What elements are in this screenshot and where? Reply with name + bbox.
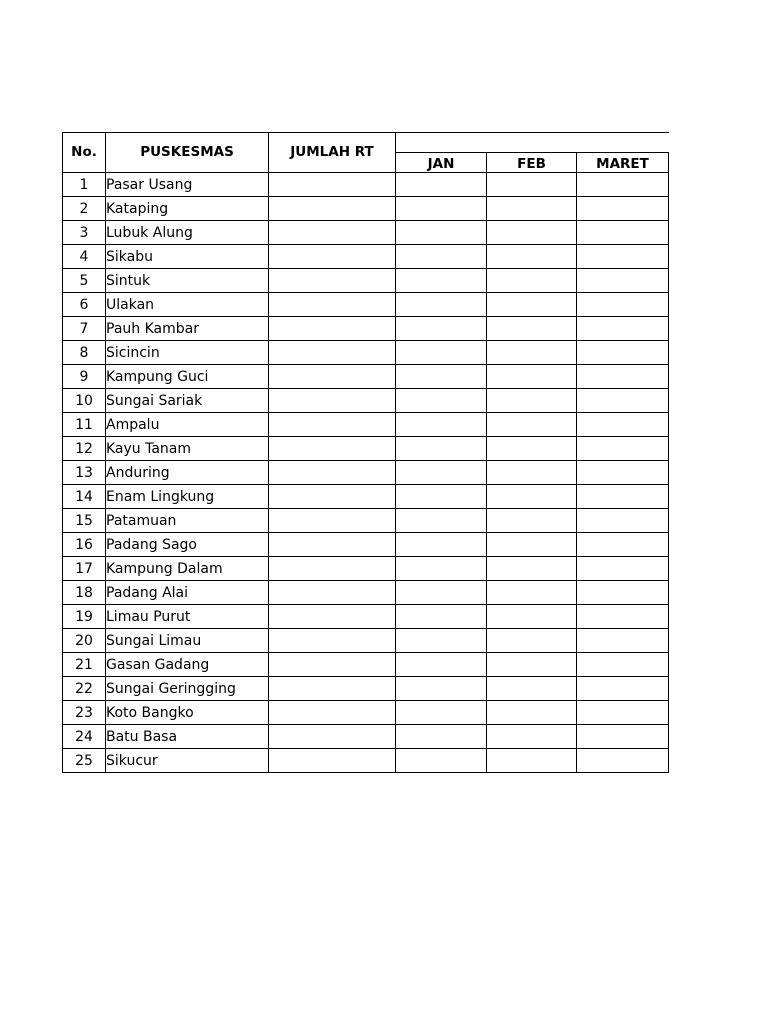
feb-cell[interactable] xyxy=(487,533,577,557)
feb-cell[interactable] xyxy=(487,485,577,509)
row-number-cell[interactable]: 19 xyxy=(63,605,106,629)
puskesmas-name-cell[interactable]: Sungai Sariak xyxy=(106,389,269,413)
jan-cell[interactable] xyxy=(396,605,487,629)
jumlah-rt-cell[interactable] xyxy=(269,461,396,485)
maret-cell[interactable] xyxy=(577,413,669,437)
jan-cell[interactable] xyxy=(396,245,487,269)
maret-cell[interactable] xyxy=(577,245,669,269)
puskesmas-name-cell[interactable]: Limau Purut xyxy=(106,605,269,629)
header-month-maret: MARET xyxy=(577,153,669,173)
jumlah-rt-cell[interactable] xyxy=(269,677,396,701)
row-number-cell[interactable]: 8 xyxy=(63,341,106,365)
table-row xyxy=(63,533,669,557)
maret-cell[interactable] xyxy=(577,485,669,509)
maret-cell[interactable] xyxy=(577,317,669,341)
jumlah-rt-cell[interactable] xyxy=(269,629,396,653)
feb-cell[interactable] xyxy=(487,389,577,413)
row-number-cell[interactable]: 5 xyxy=(63,269,106,293)
jumlah-rt-cell[interactable] xyxy=(269,173,396,197)
maret-cell[interactable] xyxy=(577,533,669,557)
feb-cell[interactable] xyxy=(487,437,577,461)
puskesmas-name-cell[interactable]: Sicincin xyxy=(106,341,269,365)
row-number-cell[interactable]: 1 xyxy=(63,173,106,197)
header-puskesmas: PUSKESMAS xyxy=(106,133,269,173)
jumlah-rt-cell[interactable] xyxy=(269,485,396,509)
table-row xyxy=(63,509,669,533)
puskesmas-name-cell[interactable]: Ampalu xyxy=(106,413,269,437)
puskesmas-name-cell[interactable]: Patamuan xyxy=(106,509,269,533)
feb-cell[interactable] xyxy=(487,701,577,725)
jumlah-rt-cell[interactable] xyxy=(269,197,396,221)
table-row xyxy=(63,341,669,365)
puskesmas-name-cell[interactable]: Anduring xyxy=(106,461,269,485)
table-row xyxy=(63,677,669,701)
puskesmas-name-cell[interactable]: Pauh Kambar xyxy=(106,317,269,341)
table-row xyxy=(63,701,669,725)
feb-cell[interactable] xyxy=(487,605,577,629)
puskesmas-name-cell[interactable]: Kampung Guci xyxy=(106,365,269,389)
table-row xyxy=(63,221,669,245)
table-row xyxy=(63,653,669,677)
puskesmas-name-cell[interactable]: Ulakan xyxy=(106,293,269,317)
row-number-cell[interactable]: 25 xyxy=(63,749,106,773)
puskesmas-name-cell[interactable]: Koto Bangko xyxy=(106,701,269,725)
row-number-cell[interactable]: 15 xyxy=(63,509,106,533)
jumlah-rt-cell[interactable] xyxy=(269,293,396,317)
jumlah-rt-cell[interactable] xyxy=(269,533,396,557)
jan-cell[interactable] xyxy=(396,221,487,245)
row-number-cell[interactable]: 18 xyxy=(63,581,106,605)
jan-cell[interactable] xyxy=(396,437,487,461)
jan-cell[interactable] xyxy=(396,485,487,509)
table-row xyxy=(63,365,669,389)
feb-cell[interactable] xyxy=(487,653,577,677)
puskesmas-name-cell[interactable]: Enam Lingkung xyxy=(106,485,269,509)
jumlah-rt-cell[interactable] xyxy=(269,653,396,677)
row-number-cell[interactable]: 16 xyxy=(63,533,106,557)
puskesmas-name-cell[interactable]: Kataping xyxy=(106,197,269,221)
puskesmas-name-cell[interactable]: Kampung Dalam xyxy=(106,557,269,581)
maret-cell[interactable] xyxy=(577,677,669,701)
maret-cell[interactable] xyxy=(577,221,669,245)
maret-cell[interactable] xyxy=(577,197,669,221)
jumlah-rt-cell[interactable] xyxy=(269,221,396,245)
maret-cell[interactable] xyxy=(577,749,669,773)
puskesmas-name-cell[interactable]: Sintuk xyxy=(106,269,269,293)
jan-cell[interactable] xyxy=(396,269,487,293)
table-row xyxy=(63,413,669,437)
feb-cell[interactable] xyxy=(487,725,577,749)
jan-cell[interactable] xyxy=(396,365,487,389)
jan-cell[interactable] xyxy=(396,653,487,677)
row-number-cell[interactable]: 6 xyxy=(63,293,106,317)
maret-cell[interactable] xyxy=(577,701,669,725)
jumlah-rt-cell[interactable] xyxy=(269,509,396,533)
maret-cell[interactable] xyxy=(577,509,669,533)
jan-cell[interactable] xyxy=(396,725,487,749)
maret-cell[interactable] xyxy=(577,389,669,413)
table-row xyxy=(63,461,669,485)
table-row xyxy=(63,245,669,269)
maret-cell[interactable] xyxy=(577,653,669,677)
maret-cell[interactable] xyxy=(577,293,669,317)
table-body xyxy=(63,173,669,773)
jumlah-rt-cell[interactable] xyxy=(269,557,396,581)
header-month-group xyxy=(396,133,669,153)
row-number-cell[interactable]: 12 xyxy=(63,437,106,461)
jan-cell[interactable] xyxy=(396,317,487,341)
jan-cell[interactable] xyxy=(396,749,487,773)
table-row xyxy=(63,485,669,509)
puskesmas-name-cell[interactable]: Sungai Geringging xyxy=(106,677,269,701)
maret-cell[interactable] xyxy=(577,269,669,293)
row-number-cell[interactable]: 24 xyxy=(63,725,106,749)
feb-cell[interactable] xyxy=(487,365,577,389)
table-row xyxy=(63,749,669,773)
jan-cell[interactable] xyxy=(396,557,487,581)
row-number-cell[interactable]: 9 xyxy=(63,365,106,389)
puskesmas-name-cell[interactable]: Sungai Limau xyxy=(106,629,269,653)
puskesmas-name-cell[interactable]: Kayu Tanam xyxy=(106,437,269,461)
jan-cell[interactable] xyxy=(396,629,487,653)
maret-cell[interactable] xyxy=(577,365,669,389)
maret-cell[interactable] xyxy=(577,173,669,197)
feb-cell[interactable] xyxy=(487,413,577,437)
header-month-feb: FEB xyxy=(487,153,577,173)
table-row xyxy=(63,317,669,341)
jumlah-rt-cell[interactable] xyxy=(269,245,396,269)
feb-cell[interactable] xyxy=(487,557,577,581)
maret-cell[interactable] xyxy=(577,725,669,749)
feb-cell[interactable] xyxy=(487,341,577,365)
jan-cell[interactable] xyxy=(396,413,487,437)
jumlah-rt-cell[interactable] xyxy=(269,365,396,389)
jumlah-rt-cell[interactable] xyxy=(269,269,396,293)
feb-cell[interactable] xyxy=(487,197,577,221)
maret-cell[interactable] xyxy=(577,581,669,605)
jumlah-rt-cell[interactable] xyxy=(269,605,396,629)
puskesmas-name-cell[interactable]: Padang Sago xyxy=(106,533,269,557)
jumlah-rt-cell[interactable] xyxy=(269,581,396,605)
jumlah-rt-cell[interactable] xyxy=(269,389,396,413)
jan-cell[interactable] xyxy=(396,341,487,365)
jumlah-rt-cell[interactable] xyxy=(269,725,396,749)
row-number-cell[interactable]: 10 xyxy=(63,389,106,413)
table-row xyxy=(63,197,669,221)
jumlah-rt-cell[interactable] xyxy=(269,701,396,725)
jan-cell[interactable] xyxy=(396,197,487,221)
jan-cell[interactable] xyxy=(396,173,487,197)
feb-cell[interactable] xyxy=(487,173,577,197)
jan-cell[interactable] xyxy=(396,533,487,557)
feb-cell[interactable] xyxy=(487,509,577,533)
puskesmas-table xyxy=(62,132,669,773)
puskesmas-name-cell[interactable]: Lubuk Alung xyxy=(106,221,269,245)
feb-cell[interactable] xyxy=(487,461,577,485)
feb-cell[interactable] xyxy=(487,221,577,245)
puskesmas-name-cell[interactable]: Batu Basa xyxy=(106,725,269,749)
jan-cell[interactable] xyxy=(396,293,487,317)
feb-cell[interactable] xyxy=(487,749,577,773)
feb-cell[interactable] xyxy=(487,269,577,293)
maret-cell[interactable] xyxy=(577,341,669,365)
row-number-cell[interactable]: 2 xyxy=(63,197,106,221)
jan-cell[interactable] xyxy=(396,461,487,485)
jumlah-rt-cell[interactable] xyxy=(269,317,396,341)
table-row xyxy=(63,629,669,653)
feb-cell[interactable] xyxy=(487,293,577,317)
feb-cell[interactable] xyxy=(487,317,577,341)
table-row xyxy=(63,557,669,581)
spreadsheet-page xyxy=(62,132,668,773)
row-number-cell[interactable]: 13 xyxy=(63,461,106,485)
row-number-cell[interactable]: 21 xyxy=(63,653,106,677)
row-number-cell[interactable]: 14 xyxy=(63,485,106,509)
puskesmas-name-cell[interactable]: Sikabu xyxy=(106,245,269,269)
row-number-cell[interactable]: 23 xyxy=(63,701,106,725)
puskesmas-name-cell[interactable]: Padang Alai xyxy=(106,581,269,605)
feb-cell[interactable] xyxy=(487,677,577,701)
jan-cell[interactable] xyxy=(396,701,487,725)
row-number-cell[interactable]: 7 xyxy=(63,317,106,341)
table-row xyxy=(63,293,669,317)
feb-cell[interactable] xyxy=(487,581,577,605)
table-row xyxy=(63,605,669,629)
table-row xyxy=(63,389,669,413)
table-row xyxy=(63,173,669,197)
puskesmas-name-cell[interactable]: Pasar Usang xyxy=(106,173,269,197)
table-row xyxy=(63,269,669,293)
header-no: No. xyxy=(63,133,106,173)
jan-cell[interactable] xyxy=(396,581,487,605)
jumlah-rt-cell[interactable] xyxy=(269,341,396,365)
row-number-cell[interactable]: 11 xyxy=(63,413,106,437)
puskesmas-name-cell[interactable]: Sikucur xyxy=(106,749,269,773)
feb-cell[interactable] xyxy=(487,629,577,653)
maret-cell[interactable] xyxy=(577,629,669,653)
puskesmas-name-cell[interactable]: Gasan Gadang xyxy=(106,653,269,677)
row-number-cell[interactable]: 4 xyxy=(63,245,106,269)
jumlah-rt-cell[interactable] xyxy=(269,437,396,461)
jan-cell[interactable] xyxy=(396,677,487,701)
table-row xyxy=(63,725,669,749)
jumlah-rt-cell[interactable] xyxy=(269,749,396,773)
maret-cell[interactable] xyxy=(577,461,669,485)
row-number-cell[interactable]: 17 xyxy=(63,557,106,581)
maret-cell[interactable] xyxy=(577,605,669,629)
row-number-cell[interactable]: 3 xyxy=(63,221,106,245)
row-number-cell[interactable]: 22 xyxy=(63,677,106,701)
jan-cell[interactable] xyxy=(396,509,487,533)
maret-cell[interactable] xyxy=(577,557,669,581)
feb-cell[interactable] xyxy=(487,245,577,269)
jumlah-rt-cell[interactable] xyxy=(269,413,396,437)
jan-cell[interactable] xyxy=(396,389,487,413)
table-row xyxy=(63,437,669,461)
header-month-jan: JAN xyxy=(396,153,487,173)
maret-cell[interactable] xyxy=(577,437,669,461)
row-number-cell[interactable]: 20 xyxy=(63,629,106,653)
header-jumlah-rt: JUMLAH RT xyxy=(269,133,396,173)
table-row xyxy=(63,581,669,605)
